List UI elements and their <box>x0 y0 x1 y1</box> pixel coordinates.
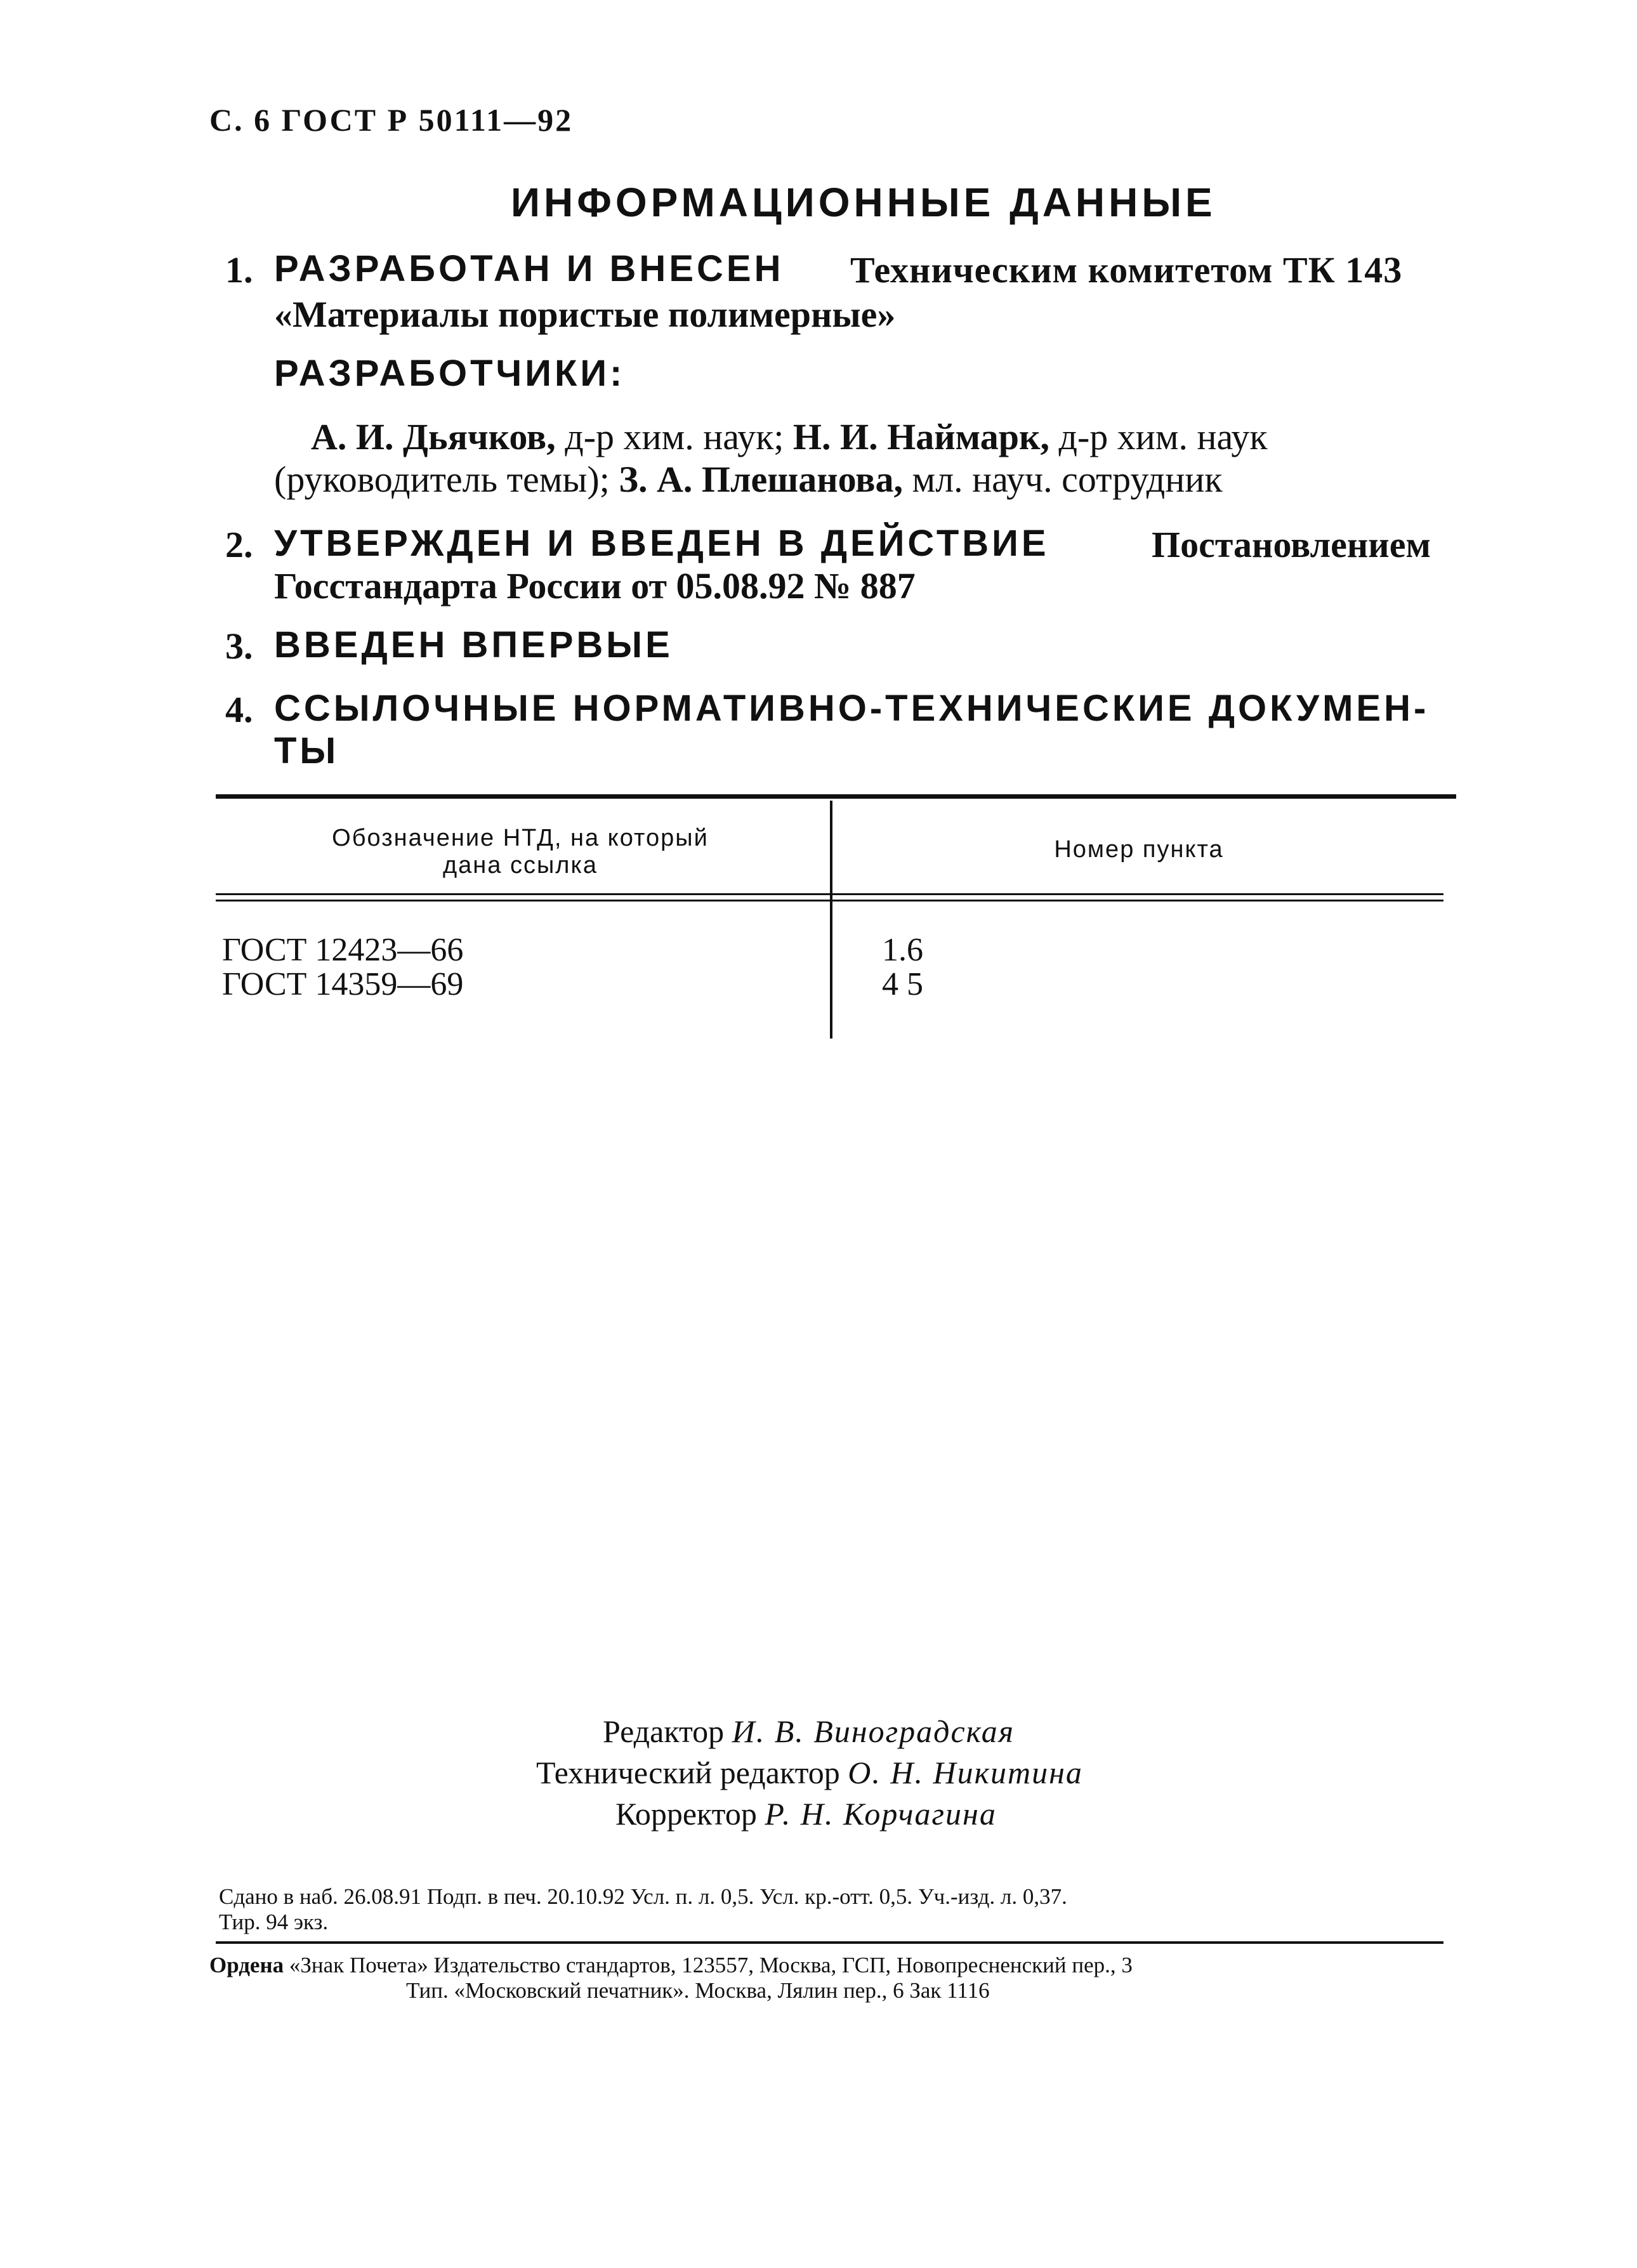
table-header-col1 <box>241 825 799 879</box>
section-1-text-1: Техническим комитетом ТК 143 <box>850 249 1403 291</box>
section-1-text-2: «Материалы пористые полимерные» <box>274 294 896 335</box>
table-row-1-doc: ГОСТ 12423—66 <box>222 932 464 968</box>
table-row-2-clause: 4 5 <box>882 966 923 1002</box>
table-header-col1-line1: Обозначение НТД, на который <box>332 825 709 851</box>
running-head: С. 6 ГОСТ Р 50111—92 <box>209 102 574 138</box>
credit-tech-editor <box>536 1754 1083 1791</box>
table-column-divider <box>830 801 832 1039</box>
page-title: ИНФОРМАЦИОННЫЕ ДАННЫЕ <box>511 180 1216 225</box>
credit-editor-label: Редактор <box>603 1714 725 1749</box>
table-header-rule-2 <box>216 900 1443 901</box>
section-2-caps: УТВЕРЖДЕН И ВВЕДЕН В ДЕЙСТВИЕ <box>274 523 1049 564</box>
section-2-number: 2. <box>225 524 253 565</box>
section-4-caps-2: ТЫ <box>274 730 339 771</box>
imprint-rule <box>216 1941 1443 1944</box>
credit-proofreader-label: Корректор <box>615 1796 757 1832</box>
credit-proofreader <box>615 1795 997 1832</box>
developers-heading: РАЗРАБОТЧИКИ: <box>274 353 626 394</box>
section-3-caps: ВВЕДЕН ВПЕРВЫЕ <box>274 624 673 665</box>
section-4-caps-1: ССЫЛОЧНЫЕ НОРМАТИВНО-ТЕХНИЧЕСКИЕ ДОКУМЕН- <box>274 688 1430 729</box>
developer-1 <box>311 416 1268 458</box>
imprint-order-word: Ордена <box>209 1953 284 1977</box>
credit-tech-editor-label: Технический редактор <box>536 1755 840 1790</box>
developer-3-role: мл. науч. сотрудник <box>912 459 1223 500</box>
table-header-rule-1 <box>216 893 1443 895</box>
table-top-rule <box>216 794 1456 799</box>
developer-line-2 <box>274 458 1223 501</box>
developer-3-name: З. А. Плешанова, <box>619 459 903 500</box>
table-row-1-clause: 1.6 <box>882 932 923 968</box>
table-header-col1-line2: дана ссылка <box>442 852 598 879</box>
section-1-number: 1. <box>225 249 253 291</box>
developer-2-name: Н. И. Наймарк, <box>792 416 1049 457</box>
credit-editor-name: И. В. Виноградская <box>732 1714 1015 1749</box>
credit-proofreader-name: Р. Н. Корчагина <box>765 1796 997 1832</box>
developer-2-role: д-р хим. наук <box>1058 416 1268 457</box>
table-header-col2: Номер пункта <box>1054 836 1224 863</box>
section-2-text-2: Госстандарта России от 05.08.92 № 887 <box>274 565 916 606</box>
developer-2-note: (руководитель темы); <box>274 459 610 500</box>
developer-1-name: А. И. Дьячков, <box>311 416 556 457</box>
section-3-number: 3. <box>225 626 253 667</box>
section-2-text-1: Постановлением <box>1152 524 1431 565</box>
credit-editor <box>603 1713 1015 1750</box>
section-4-number: 4. <box>225 689 253 730</box>
section-1-caps: РАЗРАБОТАН И ВНЕСЕН <box>274 248 784 289</box>
credit-tech-editor-name: О. Н. Никитина <box>848 1755 1083 1790</box>
imprint-line-3 <box>209 1953 1133 1978</box>
imprint-line-1: Сдано в наб. 26.08.91 Подп. в печ. 20.10.92 Усл. п. л. 0,5. Усл. кр.-отт. 0,5. Уч.-изд. л. 0,37. <box>219 1884 1067 1909</box>
imprint-line-2: Тир. 94 экз. <box>219 1910 329 1934</box>
imprint-line-3-rest: «Знак Почета» Издательство стандартов, 123557, Москва, ГСП, Новопресненский пер., 3 <box>289 1953 1133 1977</box>
developer-1-role: д-р хим. наук; <box>565 416 784 457</box>
imprint-line-4: Тип. «Московский печатник». Москва, Лялин пер., 6 Зак 1116 <box>406 1978 990 2003</box>
table-row-2-doc: ГОСТ 14359—69 <box>222 966 464 1002</box>
